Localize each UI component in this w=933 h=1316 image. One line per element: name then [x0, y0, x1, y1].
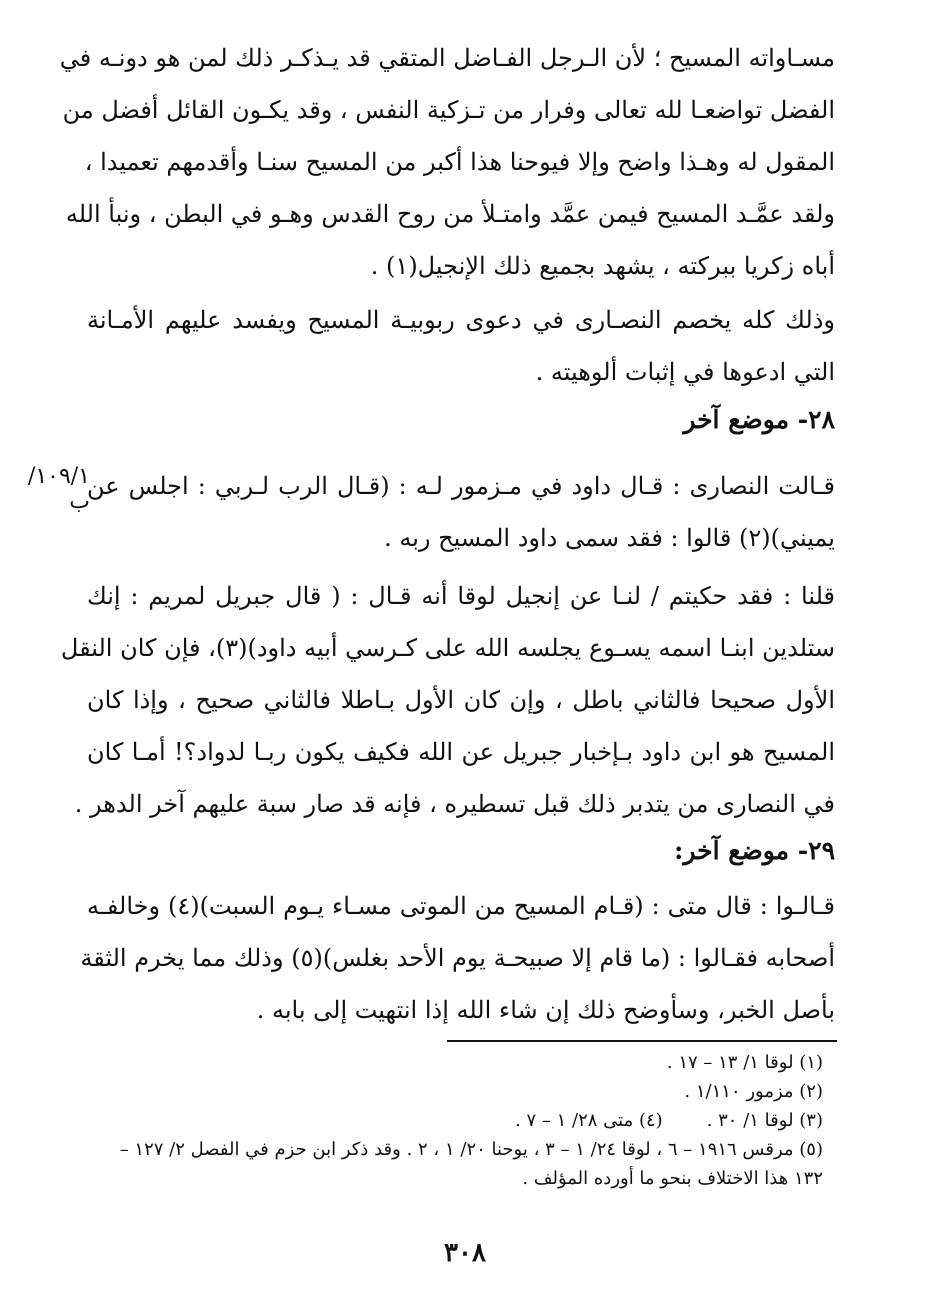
- text-line: في النصارى من يتدبر ذلك قبل تسطيره ، فإنه قد صار سبة عليهم آخر الدهر .: [74, 790, 835, 818]
- manuscript-folio-note: ١٠٩/١/ب: [27, 464, 90, 514]
- text-line: يميني)(٢) قالوا : فقد سمى داود المسيح ربه .: [384, 524, 835, 552]
- footnote-2: (٢) مزمور ١/١١٠ .: [684, 1081, 823, 1102]
- text-line: وذلك كله يخصم النصـارى في دعوى ربوبيـة المسيح ويفسد عليهم الأمـانة: [87, 306, 835, 334]
- text-line: مسـاواته المسيح ؛ لأن الـرجل الفـاضل المتقي قد يـذكـر ذلك لمن هو دونـه في: [59, 44, 835, 72]
- footnote-4: (٤) متى ٢٨/ ١ – ٧ .: [515, 1110, 663, 1131]
- text-line: الفضل تواضعـا لله تعالى وفرار من تـزكية النفس ، وقد يكـون القائل أفضل من: [62, 96, 835, 124]
- text-line: قـالت النصارى : قـال داود في مـزمور لـه : (قـال الرب لـربي : اجلس عن: [87, 472, 835, 500]
- footnote-3: (٣) لوقا ١/ ٣٠ .: [706, 1110, 823, 1131]
- text-line: الأول صحيحا فالثاني باطل ، وإن كان الأول بـاطلا فالثاني صحيح ، وإذا كان: [87, 686, 835, 714]
- text-line: قـالـوا : قال متى : (قـام المسيح من الموتى مسـاء يـوم السبت)(٤) وخالفـه: [87, 892, 835, 920]
- text-line: ولقد عمَّـد المسيح فيمن عمَّد وامتـلأ من روح القدس وهـو في البطن ، ونبأ الله: [65, 200, 835, 228]
- footnote-5: (٥) مرقس ١٩١٦ – ٦ ، لوقا ٢٤/ ١ – ٣ ، يوحنا ٢٠/ ١ ، ٢ . وقد ذكر ابن حزم في الفصل ٢/ ١٢٧ –: [119, 1139, 823, 1160]
- section-heading-29: ٢٩- موضع آخر:: [674, 836, 835, 865]
- footnote-row: [83, 1106, 823, 1135]
- paragraph-1: [59, 32, 835, 292]
- text-line: قلنا : فقد حكيتم / لنـا عن إنجيل لوقا أنه قـال : ( قال جبريل لمريم : إنك: [87, 582, 835, 610]
- text-line: المسيح هو ابن داود بـإخبار جبريل عن الله فكيف يكون ربـا لدواد؟! أمـا كان: [87, 738, 835, 766]
- text-line: المقول له وهـذا واضح وإلا فيوحنا هذا أكبر من المسيح سنـا وأقدمهم تعميدا ،: [84, 148, 835, 176]
- footnote-separator: [447, 1040, 837, 1042]
- footnote-1: (١) لوقا ١/ ١٣ – ١٧ .: [666, 1052, 823, 1073]
- paragraph-4: [60, 570, 835, 830]
- text-line: أصحابه فقـالوا : (ما قام إلا صبيحـة يوم الأحد بغلس)(٥) وذلك مما يخرم الثقة: [80, 944, 835, 972]
- text-line: ستلدين ابنـا اسمه يسـوع يجلسه الله على كـرسي أبيه داود)(٣)، فإن كان النقل: [60, 634, 835, 662]
- footnotes: [83, 1048, 823, 1193]
- paragraph-2: [87, 294, 835, 398]
- paragraph-3: [87, 460, 835, 564]
- paragraph-5: [80, 880, 835, 1036]
- page-number: ٣٠٨: [444, 1238, 486, 1268]
- footnote-5-continued: ١٣٢ هذا الاختلاف بنحو ما أورده المؤلف .: [522, 1168, 823, 1189]
- text-line: بأصل الخبر، وسأوضح ذلك إن شاء الله إذا انتهيت إلى بابه .: [256, 996, 835, 1024]
- text-line: التي ادعوها في إثبات ألوهيته .: [535, 358, 835, 386]
- text-line: أباه زكريا ببركته ، يشهد بجميع ذلك الإنجيل(١) .: [370, 252, 835, 280]
- section-heading-28: ٢٨- موضع آخر: [683, 405, 835, 434]
